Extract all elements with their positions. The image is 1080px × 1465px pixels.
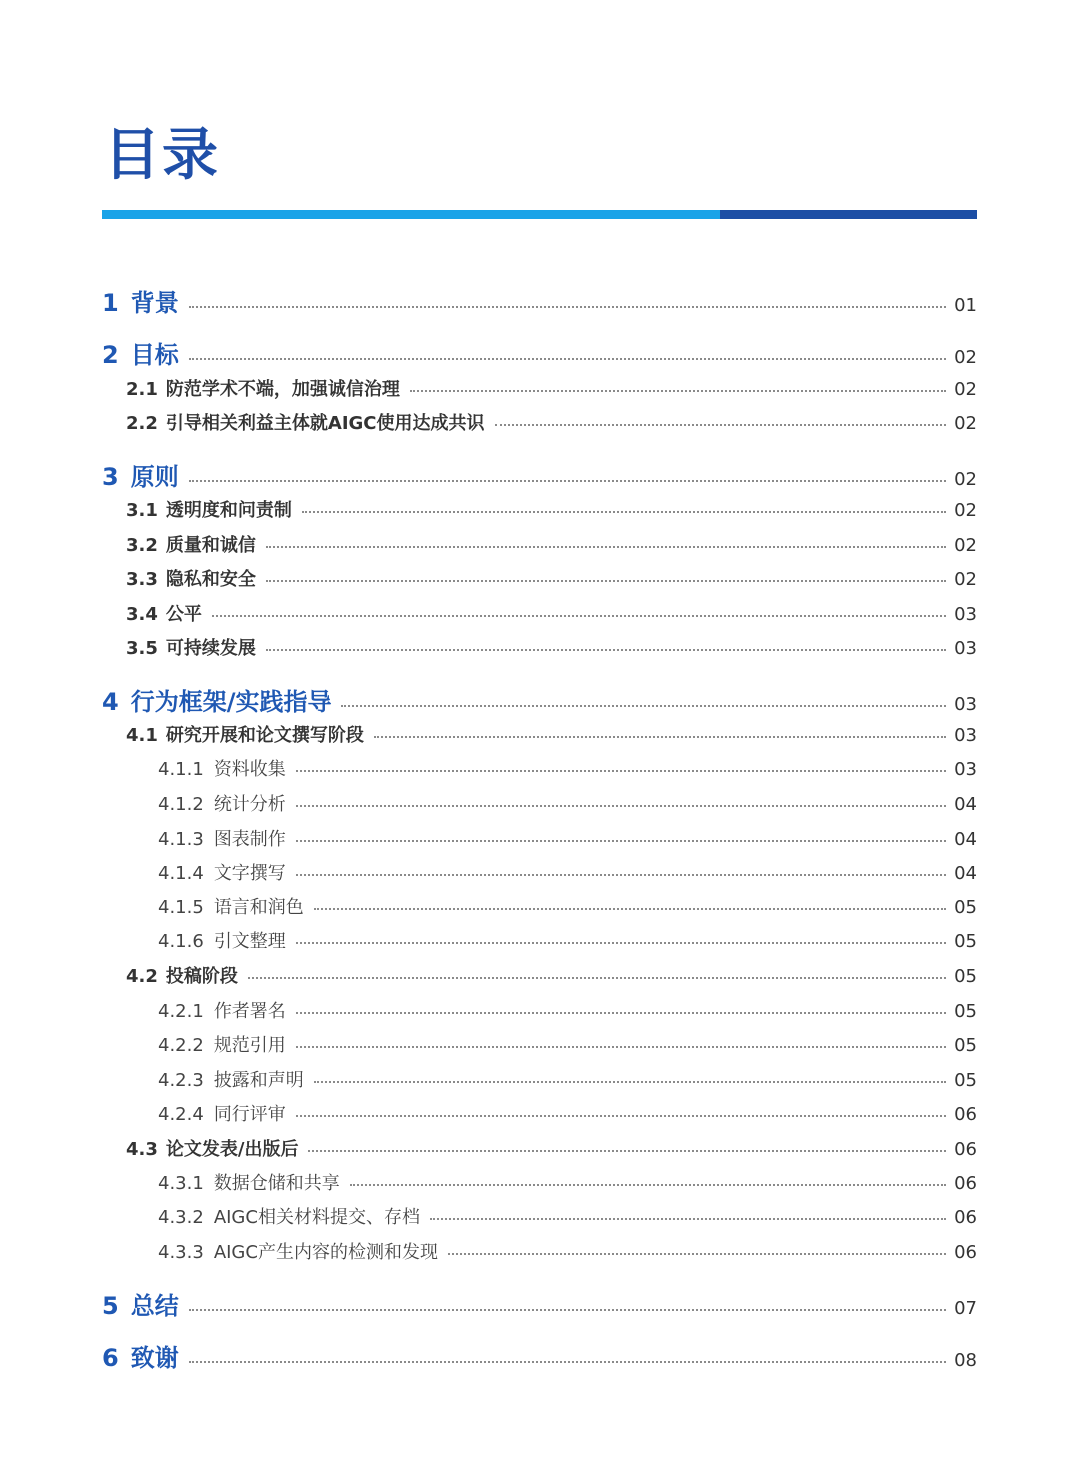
- toc-label: 披露和声明: [213, 1070, 304, 1091]
- dot-leader: [189, 479, 946, 482]
- dot-leader: [266, 545, 946, 548]
- toc-label: 公平: [165, 604, 202, 625]
- toc-entry-4-2-4[interactable]: [158, 1100, 977, 1126]
- toc-number: 4.2.4: [158, 1104, 204, 1125]
- toc-number: 3.5: [126, 638, 158, 659]
- toc-entry-3-1[interactable]: [126, 496, 977, 522]
- toc-label: 数据仓储和共享: [213, 1173, 340, 1194]
- toc-label: 目标: [130, 341, 179, 369]
- dot-leader: [448, 1252, 946, 1255]
- toc-label: 研究开展和论文撰写阶段: [165, 725, 364, 746]
- toc-label: 致谢: [130, 1344, 179, 1372]
- page-title: 目录: [104, 123, 220, 188]
- toc-number: 3: [102, 463, 119, 491]
- toc-entry-4-2-3[interactable]: [158, 1066, 977, 1092]
- toc-label: 隐私和安全: [165, 569, 256, 590]
- toc-page-number: 06: [954, 1242, 977, 1263]
- toc-number: 3.3: [126, 569, 158, 590]
- dot-leader: [189, 1308, 946, 1311]
- toc-number: 2.2: [126, 413, 158, 434]
- toc-number: 4.2.2: [158, 1035, 204, 1056]
- toc-page-number: 01: [954, 295, 977, 316]
- toc-label: 引文整理: [213, 931, 286, 952]
- dot-leader: [350, 1183, 946, 1186]
- toc-label: 防范学术不端，加强诚信治理: [165, 379, 400, 400]
- dot-leader: [308, 1149, 946, 1152]
- toc-number: 2.1: [126, 379, 158, 400]
- toc-label: 背景: [130, 289, 179, 317]
- dot-leader: [296, 769, 946, 772]
- dot-leader: [189, 1360, 946, 1363]
- toc-entry-2[interactable]: [102, 335, 977, 370]
- dot-leader: [314, 907, 946, 910]
- toc-entry-4-3-1[interactable]: [158, 1169, 977, 1195]
- toc-number: 3.1: [126, 500, 158, 521]
- toc-page-number: 04: [954, 829, 977, 850]
- toc-page-number: 04: [954, 794, 977, 815]
- toc-page-number: 05: [954, 966, 977, 987]
- toc-entry-4-1-2[interactable]: [158, 790, 977, 816]
- toc-number: 3.4: [126, 604, 158, 625]
- dot-leader: [189, 357, 946, 360]
- toc-number: 4.2.1: [158, 1001, 204, 1022]
- toc-entry-3-5[interactable]: [126, 634, 977, 660]
- toc-page-number: 02: [954, 379, 977, 400]
- toc-number: 4.1.2: [158, 794, 204, 815]
- toc-entry-3[interactable]: [102, 457, 977, 492]
- dot-leader: [302, 510, 946, 513]
- toc-entry-4-3-2[interactable]: [158, 1203, 977, 1229]
- toc-entry-4-1-6[interactable]: [158, 927, 977, 953]
- toc-page-number: 03: [954, 759, 977, 780]
- toc-number: 4.1: [126, 725, 158, 746]
- toc-label: AIGC产生内容的检测和发现: [213, 1242, 438, 1263]
- toc-label: 语言和润色: [213, 897, 304, 918]
- toc-number: 4.1.1: [158, 759, 204, 780]
- toc-number: 4: [102, 688, 119, 716]
- dot-leader: [296, 873, 946, 876]
- toc-page-number: 02: [954, 569, 977, 590]
- toc-page-number: 06: [954, 1173, 977, 1194]
- toc-number: 4.3.3: [158, 1242, 204, 1263]
- toc-page-number: 05: [954, 1070, 977, 1091]
- toc-label: 作者署名: [213, 1001, 286, 1022]
- toc-page-number: 05: [954, 1035, 977, 1056]
- toc-entry-4-2-2[interactable]: [158, 1031, 977, 1057]
- title-divider: [102, 210, 977, 219]
- toc-number: 5: [102, 1292, 119, 1320]
- toc-label: 原则: [130, 463, 179, 491]
- toc-entry-4-3[interactable]: [126, 1135, 977, 1161]
- toc-page-number: 05: [954, 1001, 977, 1022]
- toc-entry-3-3[interactable]: [126, 565, 977, 591]
- toc-label: 投稿阶段: [165, 966, 238, 987]
- toc-page-number: 07: [954, 1298, 977, 1319]
- toc-number: 4.1.5: [158, 897, 204, 918]
- dot-leader: [189, 305, 946, 308]
- dot-leader: [341, 704, 946, 707]
- toc-entry-1[interactable]: [102, 283, 977, 318]
- toc-page-number: 02: [954, 535, 977, 556]
- toc-number: 4.2: [126, 966, 158, 987]
- toc-number: 4.2.3: [158, 1070, 204, 1091]
- toc-entry-4-1[interactable]: [126, 721, 977, 747]
- dot-leader: [296, 1045, 946, 1048]
- toc-page-number: 02: [954, 500, 977, 521]
- toc-entry-2-1[interactable]: [126, 375, 977, 401]
- toc-page-number: 02: [954, 469, 977, 490]
- toc-entry-4-1-1[interactable]: [158, 755, 977, 781]
- toc-label: 透明度和问责制: [165, 500, 292, 521]
- toc-number: 2: [102, 341, 119, 369]
- title-divider-light: [102, 210, 720, 219]
- toc-page-number: 08: [954, 1350, 977, 1371]
- toc-number: 1: [102, 289, 119, 317]
- toc-entry-4-3-3[interactable]: [158, 1238, 977, 1264]
- dot-leader: [212, 614, 946, 617]
- toc-label: 引导相关利益主体就AIGC使用达成共识: [165, 413, 485, 434]
- toc-label: 可持续发展: [165, 638, 256, 659]
- toc-page-number: 06: [954, 1104, 977, 1125]
- toc-entry-4[interactable]: [102, 682, 977, 717]
- dot-leader: [296, 1114, 946, 1117]
- toc-page-number: 03: [954, 638, 977, 659]
- dot-leader: [296, 839, 946, 842]
- toc-label: 质量和诚信: [165, 535, 256, 556]
- toc-number: 4.1.3: [158, 829, 204, 850]
- toc-entry-3-2[interactable]: [126, 531, 977, 557]
- toc-label: AIGC相关材料提交、存档: [213, 1207, 420, 1228]
- toc-page-number: 06: [954, 1207, 977, 1228]
- dot-leader: [266, 579, 946, 582]
- toc-entry-2-2[interactable]: [126, 409, 977, 435]
- dot-leader: [296, 804, 946, 807]
- toc-page-number: 03: [954, 604, 977, 625]
- toc-page-number: 05: [954, 897, 977, 918]
- dot-leader: [374, 735, 946, 738]
- dot-leader: [296, 1011, 946, 1014]
- dot-leader: [410, 389, 946, 392]
- toc-page-number: 03: [954, 725, 977, 746]
- toc-label: 图表制作: [213, 829, 286, 850]
- toc-page-number: 04: [954, 863, 977, 884]
- toc-label: 文字撰写: [213, 863, 286, 884]
- toc-label: 同行评审: [213, 1104, 286, 1125]
- toc-number: 3.2: [126, 535, 158, 556]
- toc-label: 行为框架/实践指导: [130, 688, 332, 716]
- toc-number: 4.3.1: [158, 1173, 204, 1194]
- dot-leader: [314, 1080, 946, 1083]
- toc-entry-3-4[interactable]: [126, 600, 977, 626]
- toc-label: 资料收集: [213, 759, 286, 780]
- dot-leader: [296, 941, 946, 944]
- toc-page-number: 02: [954, 347, 977, 368]
- toc-entry-6[interactable]: [102, 1338, 977, 1373]
- toc-entry-4-2-1[interactable]: [158, 997, 977, 1023]
- dot-leader: [495, 423, 947, 426]
- title-divider-dark: [720, 210, 977, 219]
- toc-entry-4-1-3[interactable]: [158, 825, 977, 851]
- dot-leader: [266, 648, 946, 651]
- toc-label: 规范引用: [213, 1035, 286, 1056]
- toc-label: 论文发表/出版后: [165, 1139, 299, 1160]
- toc-page-number: 06: [954, 1139, 977, 1160]
- toc-page-number: 05: [954, 931, 977, 952]
- toc-page-number: 03: [954, 694, 977, 715]
- dot-leader: [430, 1217, 946, 1220]
- toc-entry-4-1-4[interactable]: [158, 859, 977, 885]
- toc-page-number: 02: [954, 413, 977, 434]
- toc-entry-5[interactable]: [102, 1286, 977, 1321]
- toc-label: 总结: [130, 1292, 179, 1320]
- toc-entry-4-1-5[interactable]: [158, 893, 977, 919]
- toc-number: 4.3: [126, 1139, 158, 1160]
- toc-number: 4.1.4: [158, 863, 204, 884]
- toc-entry-4-2[interactable]: [126, 962, 977, 988]
- toc-label: 统计分析: [213, 794, 286, 815]
- toc-number: 6: [102, 1344, 119, 1372]
- toc-number: 4.3.2: [158, 1207, 204, 1228]
- toc-number: 4.1.6: [158, 931, 204, 952]
- dot-leader: [248, 976, 946, 979]
